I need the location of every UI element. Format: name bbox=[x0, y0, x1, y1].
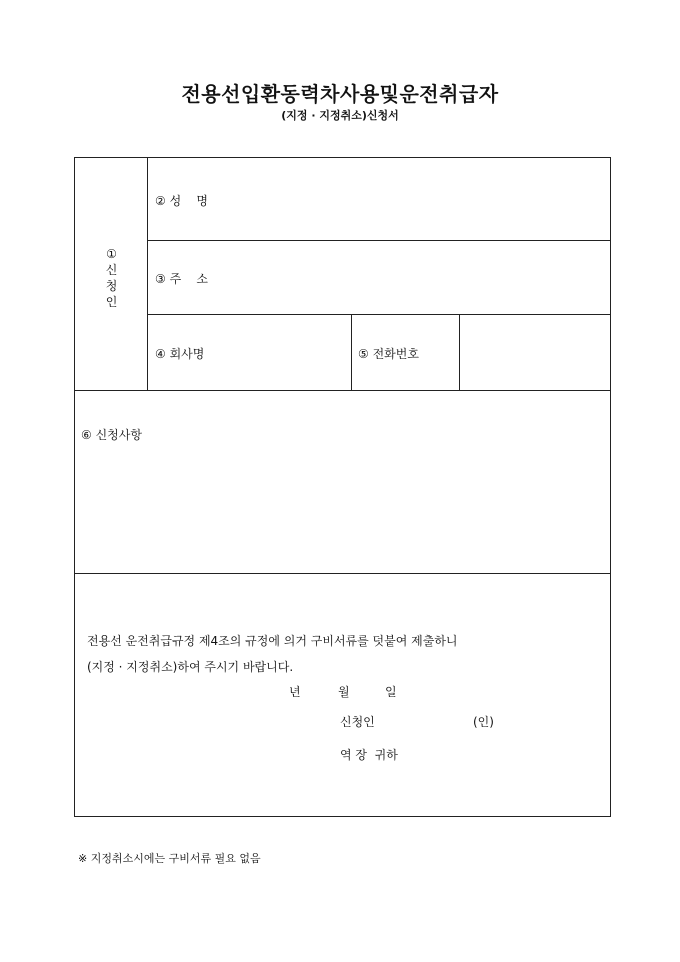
company-name-label: ④ 회사명 bbox=[155, 347, 205, 361]
address-label: ③ 주 소 bbox=[155, 272, 209, 286]
form-title: 전용선입환동력차사용및운전취급자 bbox=[181, 82, 499, 106]
divider bbox=[148, 314, 611, 315]
divider bbox=[148, 240, 611, 241]
application-form bbox=[74, 157, 611, 817]
date-day-label: 일 bbox=[385, 685, 397, 699]
seal-mark: (인) bbox=[473, 715, 494, 729]
name-label: ② 성 명 bbox=[155, 194, 209, 208]
declaration-text-line2: (지정 · 지정취소)하여 주시기 바랍니다. bbox=[87, 660, 294, 674]
request-details-label: ⑥ 신청사항 bbox=[81, 428, 142, 442]
applicant-group-char: 신 bbox=[105, 263, 118, 277]
applicant-group-char: 인 bbox=[105, 295, 118, 309]
divider bbox=[351, 314, 352, 390]
footnote: ※ 지정취소시에는 구비서류 필요 없음 bbox=[78, 852, 261, 865]
date-year-label: 년 bbox=[289, 685, 301, 699]
recipient-label: 역 장 귀하 bbox=[340, 748, 398, 762]
divider bbox=[75, 573, 611, 574]
divider bbox=[459, 314, 460, 390]
declaration-text-line1: 전용선 운전취급규정 제4조의 규정에 의거 구비서류를 덧붙여 제출하니 bbox=[87, 634, 458, 648]
phone-number-label: ⑤ 전화번호 bbox=[358, 347, 419, 361]
date-month-label: 월 bbox=[338, 685, 350, 699]
applicant-group-number: ① bbox=[106, 247, 117, 261]
applicant-group-label bbox=[75, 246, 148, 310]
applicant-group-char: 청 bbox=[105, 279, 118, 293]
divider bbox=[75, 390, 611, 391]
form-subtitle: (지정 · 지정취소)신청서 bbox=[281, 109, 399, 122]
applicant-signature-label: 신청인 bbox=[340, 715, 375, 729]
